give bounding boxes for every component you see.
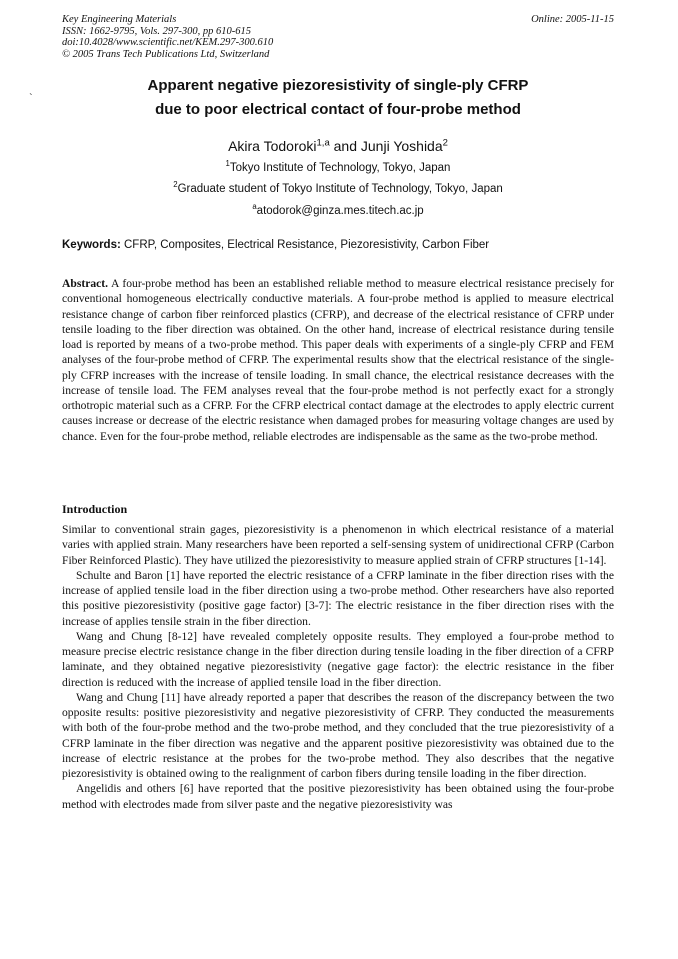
paragraph: Angelidis and others [6] have reported that the positive piezoresistivity has been obtained using the four-probe method with electrodes made from silver paste and the negative piezoresistivity was — [62, 782, 614, 811]
author-superscript: 1,a — [316, 137, 330, 149]
copyright-line: © 2005 Trans Tech Publications Ltd, Switzerland — [62, 48, 270, 60]
abstract-text: A four-probe method has been an established reliable method to measure electrical resistance precisely for conventional homogeneous electrically conductive materials. A four-probe method is applied to measure electrical resistance change of carbon fiber reinforced plastics (CFRP), and decrease of the electrical resistance of CFRP under tensile loading to the fiber direction was obtained. On the other hand, increase of electrical resistance during tensile load is reported by means of a two-probe method. This paper deals with experiments of a single-ply CFRP and FEM analyses of the four-probe method of CFRP. The experimental results show that the electrical resistance of the single-ply CFRP increases with the increase of tensile loading. In small chance, the electrical resistance decreases with the increase of tensile load. The FEM analyses reveal that the four-probe method is not perfectly exact for a strongly orthotropic material such as a CFRP. For the CFRP electrical contact damage at the electrodes to apply electric current causes increase or decrease of the electric resistance when damaged probes for measuring voltage changes are used by chance. Even for the four-probe method, reliable electrodes are indispensable as the same as the two-probe method. — [62, 277, 614, 443]
keywords-label: Keywords: — [62, 239, 121, 251]
paragraph: Wang and Chung [11] have already reported a paper that describes the reason of the discrepancy between the two opposite results: positive piezoresistivity and negative piezoresistivity of CFRP. They conducted the measurements with both of the four-probe method and the two-probe method, and they concluded that the true piezoresistivity of a CFRP laminate in the fiber direction was negative and the apparent positive piezoresistivity was obtained due to the increase of electric resistance at the probes for the two-probe method. They also describes that the negative piezoresistivity is obtained owing to the realignment of carbon fibers during tensile loading in the fiber direction. — [62, 690, 614, 780]
keywords — [62, 238, 614, 253]
paragraph: Similar to conventional strain gages, piezoresistivity is a phenomenon in which electrical resistance of a material varies with applied strain. Many researchers have been reported a self-sensing system of unidirectional CFRP (Carbon Fiber Reinforced Plastic). They have utilized the piezoresistivity to measure applied strain of CFRP structures [1-14]. — [62, 523, 614, 567]
issn-line: ISSN: 1662-9795, Vols. 297-300, pp 610-615 — [62, 25, 251, 37]
section-heading: Introduction — [62, 502, 128, 516]
affiliation-1: $^1$Tokyo Institute of Technology, Tokyo, Japan — [225, 159, 451, 174]
title-line-2: due to poor electrical contact of four-probe method — [155, 101, 521, 118]
affiliation-2: $^2$Graduate student of Tokyo Institute of Technology, Tokyo, Japan — [173, 180, 503, 195]
author-conjunction: and — [329, 138, 361, 154]
margin-mark: ` — [29, 92, 33, 104]
keywords-text: CFRP, Composites, Electrical Resistance, Piezoresistivity, Carbon Fiber — [120, 239, 490, 251]
doi-line: doi:10.4028/www.scientific.net/KEM.297-300.610 — [62, 37, 274, 48]
author-name: Junji Yoshida — [360, 138, 443, 154]
abstract-label: Abstract. — [62, 277, 109, 290]
title-line-1: Apparent negative piezoresistivity of single-ply CFRP — [147, 77, 529, 94]
author-superscript: 2 — [442, 137, 448, 149]
journal-header — [62, 14, 614, 60]
introduction-body — [62, 522, 614, 812]
online-date: Online: 2005-11-15 — [531, 14, 614, 25]
author-list — [62, 137, 614, 155]
paragraph: Wang and Chung [8-12] have revealed completely opposite results. They employed a four-probe method to measure precise electric resistance change in the fiber direction during tensile loading in the fiber direction of a CFRP laminate, and they obtained negative piezoresistivity (negative gage factor): the electric resistance in the fiber direction is reduced with the increase of applied tensile load in the fiber direction. — [62, 629, 614, 689]
paper-title — [62, 74, 614, 122]
journal-name: Key Engineering Materials — [62, 14, 177, 25]
paragraph: Schulte and Baron [1] have reported the electric resistance of a CFRP laminate in the fiber direction rises with the increase of applied tensile load in the fiber direction using a two-probe method. Other researchers have also reported this positive piezoresistivity (positive gage factor) [3-7]: The electric resistance in the fiber direction rises with the increase of applies tensile strain in the fiber direction. — [62, 568, 614, 628]
author-email: $^a$atodorok@ginza.mes.titech.ac.jp — [252, 202, 424, 217]
author-name: Akira Todoroki — [228, 138, 317, 154]
abstract — [62, 276, 614, 444]
